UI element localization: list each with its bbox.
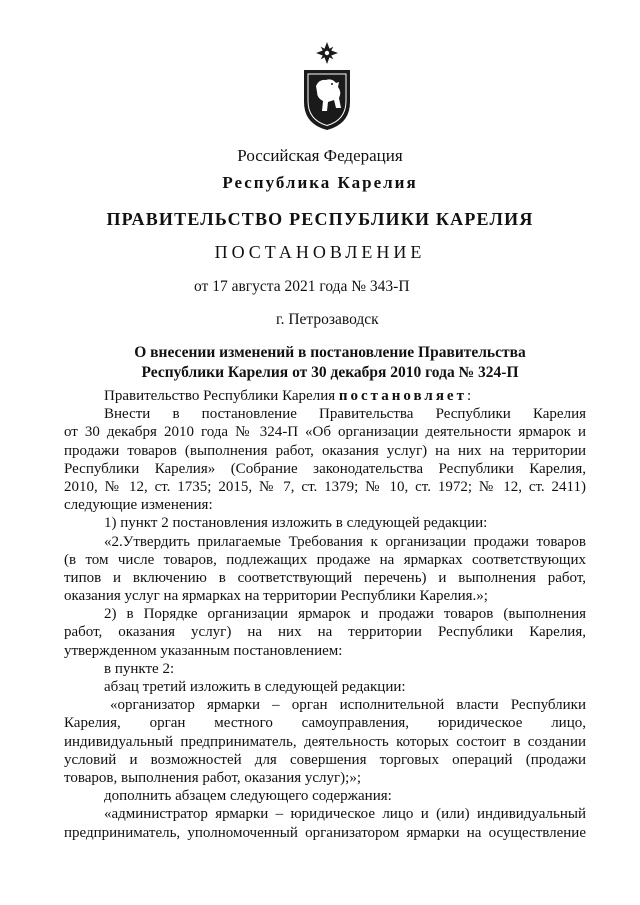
- republic-name: Республика Карелия: [222, 173, 418, 192]
- intro-paragraph: [64, 387, 586, 405]
- body-line: в пункте 2:: [104, 660, 175, 677]
- city-name: г. Петрозаводск: [276, 311, 379, 328]
- body-line: товаров, выполнения работ, оказания услуг);»;: [64, 769, 361, 786]
- body-line: продажи товаров (выполнения работ, оказания услуг) на них на территории: [64, 442, 586, 459]
- body-line: «2.Утвердить прилагаемые Требования к организации продажи товаров: [104, 533, 586, 550]
- decree-title-line: О внесении изменений в постановление Правительства: [134, 344, 526, 361]
- decree-body: [64, 387, 586, 842]
- body-line: Карелия, орган местного самоуправления, юридическое лицо,: [64, 715, 586, 732]
- body-line: дополнить абзацем следующего содержания:: [104, 788, 392, 805]
- body-line: утвержденном указанным постановлением:: [64, 642, 343, 659]
- body-line: оказания услуг на ярмарках на территории Республики Карелия.»;: [64, 588, 488, 605]
- body-line: работ, оказания услуг) на них на территории Республики Карелия,: [64, 624, 586, 641]
- karelia-coat-of-arms-icon: [301, 40, 353, 132]
- body-line: «организатор ярмарки – орган исполнительной власти Республики: [110, 697, 586, 714]
- body-line: типов и включению в соответствующий перечень) и выполнения работ,: [64, 569, 586, 586]
- intro-colon: :: [466, 388, 472, 404]
- body-line: абзац третий изложить в следующей редакции:: [104, 679, 406, 695]
- body-line: Республики Карелия» (Собрание законодательства Республики Карелия,: [64, 460, 586, 477]
- body-line: Внести в постановление Правительства Республики Карелия: [104, 406, 586, 423]
- intro-verb: постановляет: [338, 388, 467, 404]
- country-name: Российская Федерация: [237, 146, 403, 165]
- body-line: условий и возможностей для совершения торговых операций (продажи: [64, 751, 586, 768]
- body-line: предприниматель, уполномоченный организатором ярмарки на осуществление: [64, 824, 586, 841]
- body-line: 1) пункт 2 постановления изложить в следующей редакции:: [104, 515, 488, 532]
- body-line: от 30 декабря 2010 года № 324-П «Об организации деятельности ярмарок и: [64, 424, 586, 441]
- government-name: ПРАВИТЕЛЬСТВО РЕСПУБЛИКИ КАРЕЛИЯ: [106, 209, 534, 229]
- document-type: ПОСТАНОВЛЕНИЕ: [214, 242, 426, 262]
- body-line: 2010, № 12, ст. 1735; 2015, № 7, ст. 1379; № 10, ст. 1972; № 12, ст. 2411): [64, 478, 586, 495]
- body-line: (в том числе товаров, подлежащих продаже на ярмарках соответствующих: [64, 551, 586, 568]
- body-line: 2) в Порядке организации ярмарок и продажи товаров (выполнения: [104, 606, 586, 623]
- body-line: «администратор ярмарки – юридическое лицо и (или) индивидуальный: [104, 806, 586, 823]
- decree-date-number: от 17 августа 2021 года № 343-П: [194, 278, 410, 295]
- body-line: следующие изменения:: [64, 497, 213, 514]
- intro-text: Правительство Республики Карелия: [104, 388, 339, 404]
- decree-title: [60, 343, 600, 383]
- decree-title-line: Республики Карелия от 30 декабря 2010 года № 324-П: [141, 364, 519, 381]
- body-line: индивидуальный предприниматель, деятельность которых состоит в создании: [64, 733, 586, 750]
